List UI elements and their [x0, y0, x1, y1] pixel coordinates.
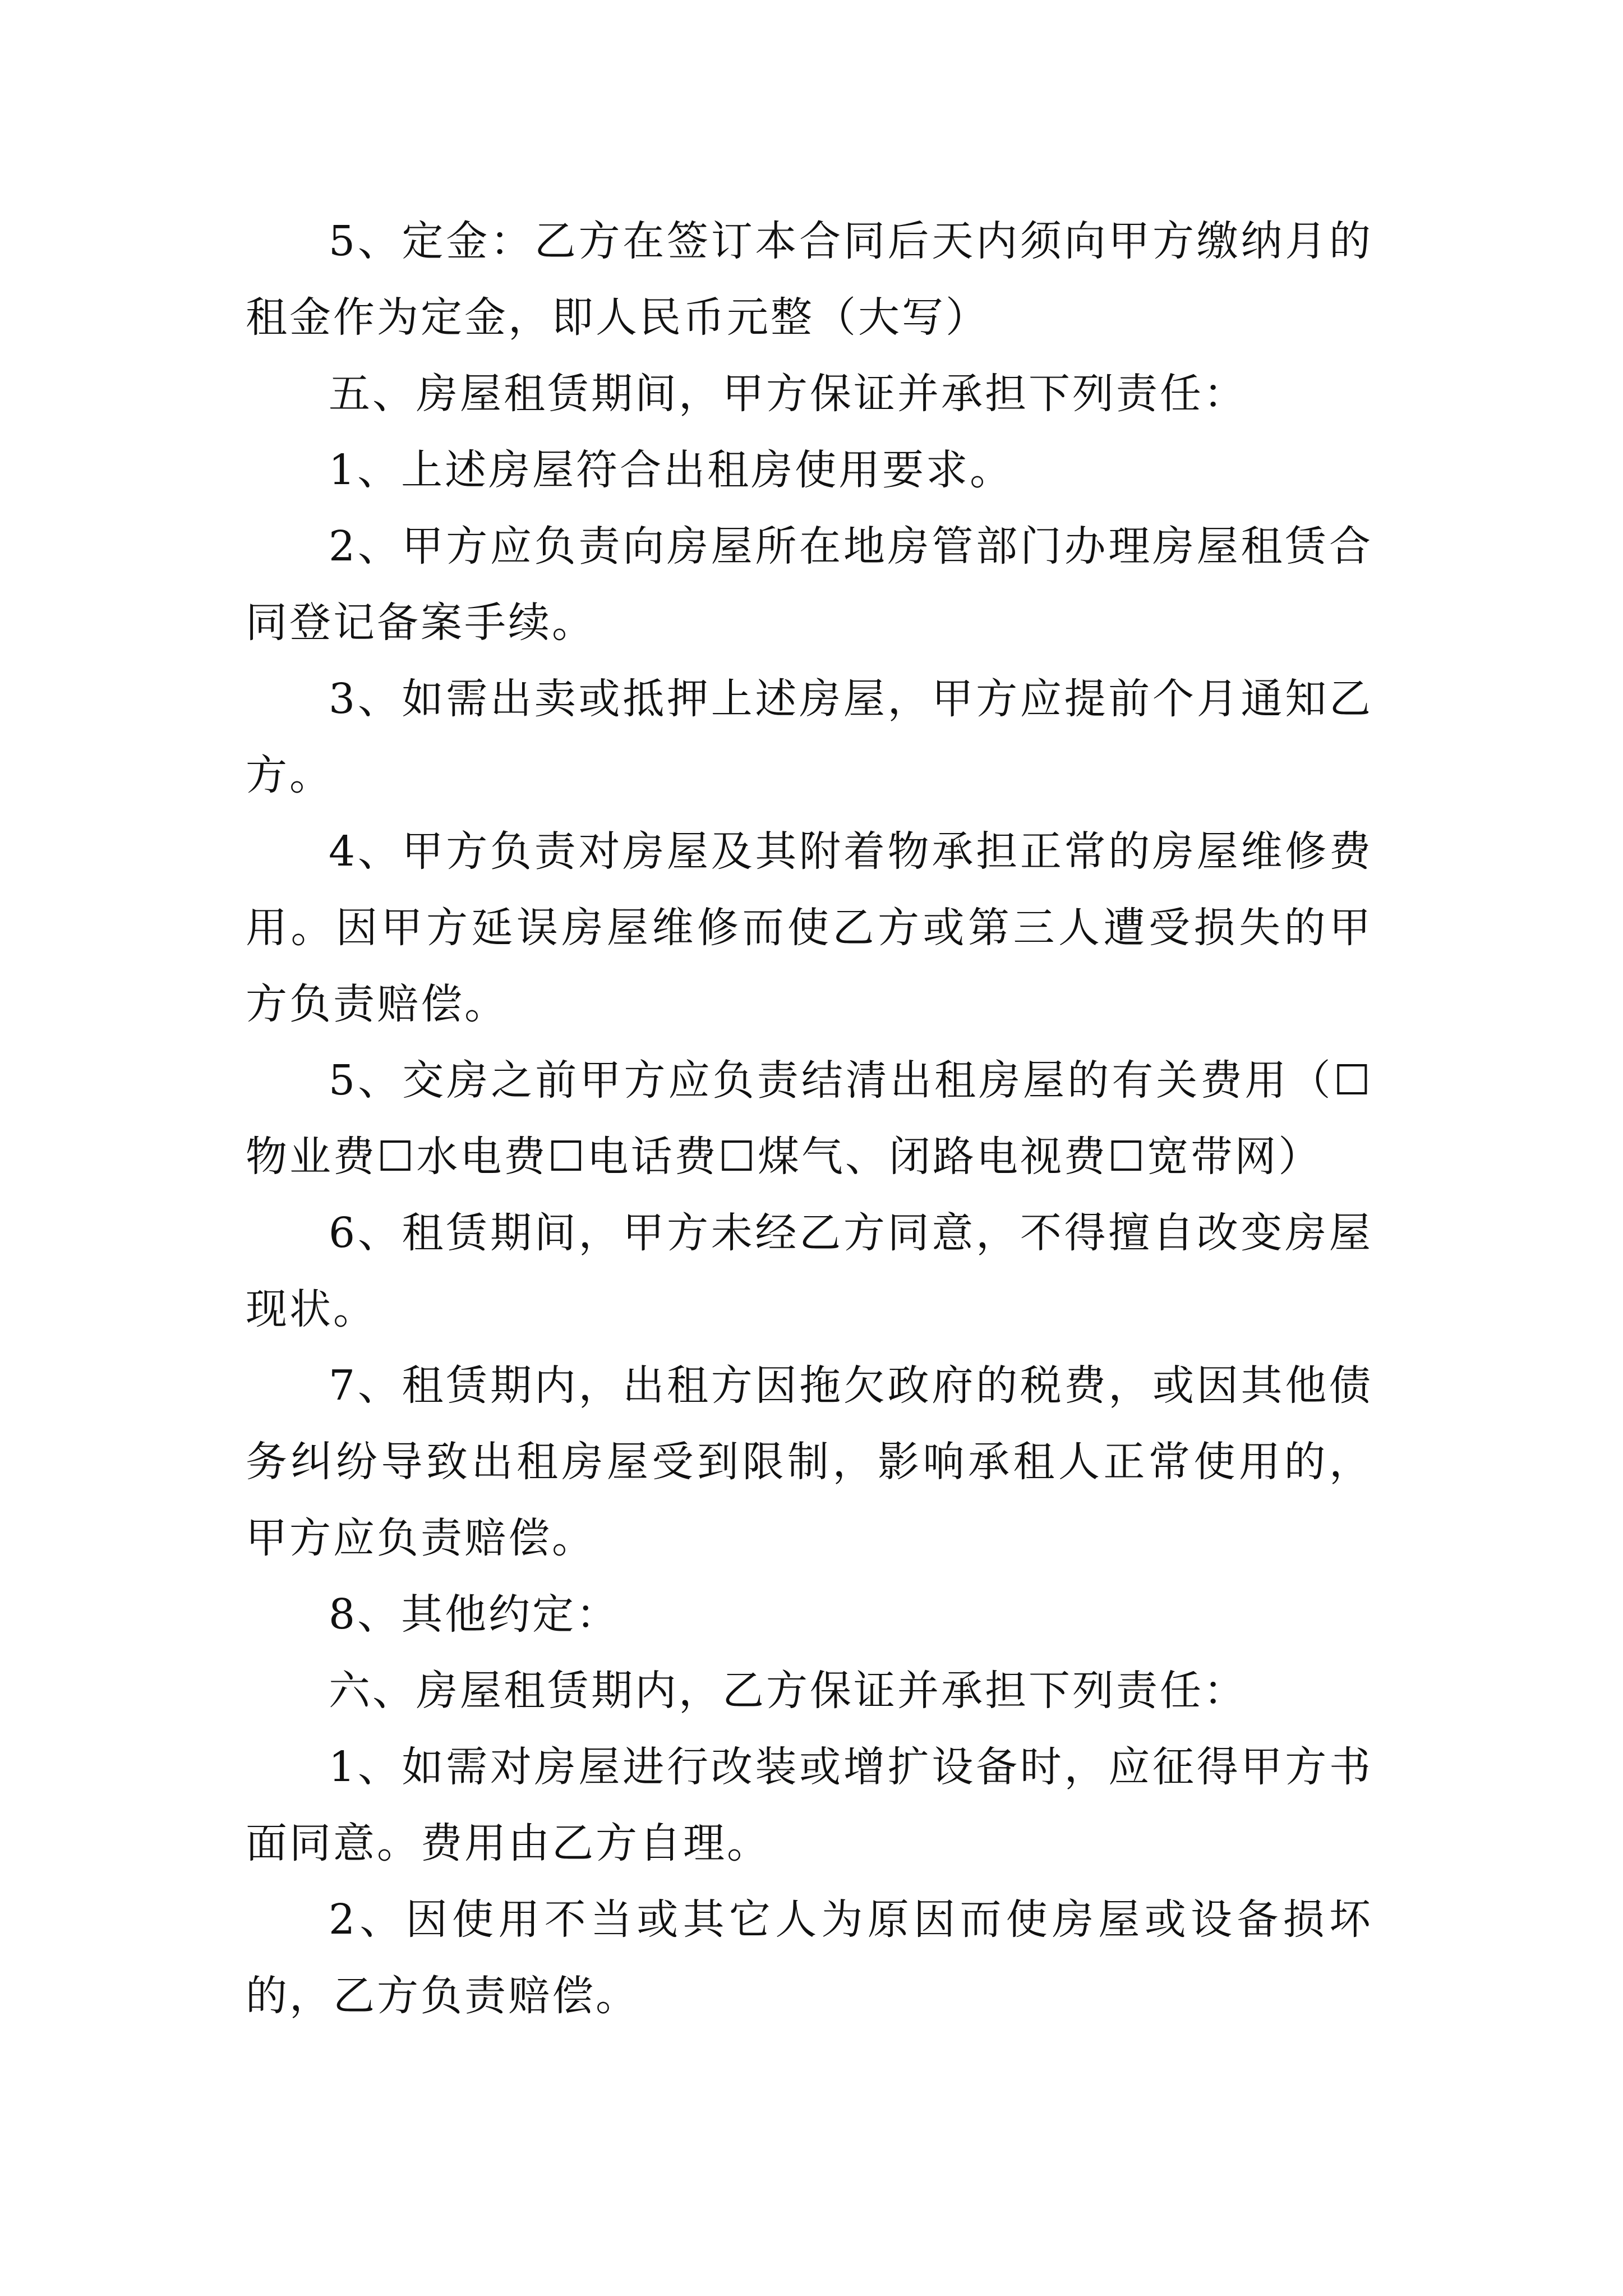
paragraph-landlord-duty-5: 5、交房之前甲方应负责结清出租房屋的有关费用（☐物业费☐水电费☐电话费☐煤气、闭路电视费☐宽带网） [246, 1056, 1373, 1181]
paragraph-landlord-duty-7: 7、租赁期内，出租方因拖欠政府的税费，或因其他债务纠纷导致出租房屋受到限制，影响承租人正常使用的，甲方应负责赔偿。 [246, 1361, 1373, 1562]
paragraph-landlord-duty-4: 4、甲方负责对房屋及其附着物承担正常的房屋维修费用。因甲方延误房屋维修而使乙方或第三人遭受损失的甲方负责赔偿。 [246, 827, 1373, 1028]
paragraph-landlord-duty-8: 8、其他约定： [329, 1590, 620, 1639]
section-heading-tenant-duties: 六、房屋租赁期内，乙方保证并承担下列责任： [329, 1667, 1247, 1715]
paragraph-landlord-duty-6: 6、租赁期间，甲方未经乙方同意，不得擅自改变房屋现状。 [246, 1209, 1373, 1333]
paragraph-tenant-duty-2: 2、因使用不当或其它人为原因而使房屋或设备损坏的，乙方负责赔偿。 [246, 1895, 1373, 2020]
document-body [246, 203, 1373, 2034]
paragraph-tenant-duty-1: 1、如需对房屋进行改装或增扩设备时，应征得甲方书面同意。费用由乙方自理。 [246, 1743, 1373, 1867]
paragraph-deposit: 5、定金：乙方在签订本合同后天内须向甲方缴纳月的租金作为定金，即人民币元整（大写） [246, 217, 1373, 342]
section-heading-landlord-duties: 五、房屋租赁期间，甲方保证并承担下列责任： [329, 370, 1247, 418]
paragraph-landlord-duty-2: 2、甲方应负责向房屋所在地房管部门办理房屋租赁合同登记备案手续。 [246, 522, 1373, 647]
paragraph-landlord-duty-1: 1、上述房屋符合出租房使用要求。 [329, 446, 1014, 494]
paragraph-landlord-duty-3: 3、如需出卖或抵押上述房屋，甲方应提前个月通知乙方。 [246, 675, 1373, 799]
